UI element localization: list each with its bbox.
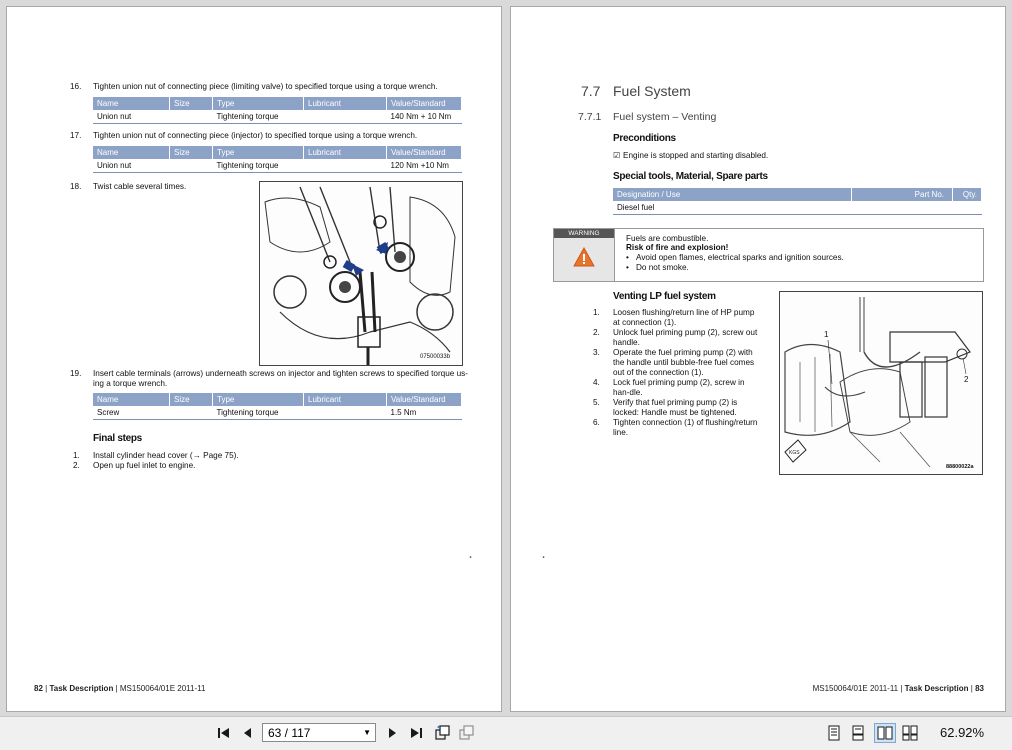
cell: Tightening torque (213, 110, 304, 124)
warning-label: WARNING (554, 229, 614, 238)
two-page-icon (877, 726, 893, 740)
footer-page-number: 82 (34, 684, 43, 693)
previous-page-icon (241, 726, 255, 740)
step-number: 18. (70, 182, 82, 191)
single-page-icon (828, 725, 840, 741)
list-item: 1. Loosen flushing/return line of HP pump at connection (1). (593, 308, 763, 328)
col-type: Type (213, 97, 304, 110)
cell: Union nut (93, 159, 170, 173)
first-page-button[interactable] (214, 723, 234, 743)
next-page-button[interactable] (382, 723, 402, 743)
step-number: 2. (73, 461, 80, 470)
two-page-continuous-button[interactable] (900, 723, 920, 743)
cell: Diesel fuel (613, 201, 852, 215)
step-number: 19. (70, 369, 82, 378)
preconditions-heading: Preconditions (613, 133, 676, 144)
step-text: Install cylinder head cover (→ Page 75). (93, 451, 239, 460)
col-size: Size (170, 393, 213, 406)
step-text: Open up fuel inlet to engine. (93, 461, 196, 470)
injector-drawing (260, 182, 462, 365)
col-value: Value/Standard (387, 97, 462, 110)
checkbox-icon: ☑ (613, 151, 621, 160)
last-page-icon (409, 726, 423, 740)
two-page-view-button[interactable] (874, 723, 896, 743)
zoom-level[interactable]: 62.92% (940, 725, 985, 740)
step-text: Tighten union nut of connecting piece (limiting valve) to specified torque using a torque wrench. (93, 82, 438, 91)
footer-doc: MS150064/01E 2011-11 (812, 684, 899, 693)
col-qty: Qty. (953, 188, 982, 201)
venting-steps-list (593, 308, 763, 438)
col-size: Size (170, 97, 213, 110)
warning-line2: Risk of fire and explosion! (626, 243, 729, 252)
figure-code: 07500033b (420, 354, 451, 360)
cell: Tightening torque (213, 406, 304, 420)
cell (170, 406, 213, 420)
col-part-no: Part No. (852, 188, 953, 201)
warning-bullet: Do not smoke. (636, 263, 689, 272)
step-text: Tighten connection (1) of flushing/return line. (613, 418, 758, 437)
col-lubricant: Lubricant (304, 393, 387, 406)
subsection-title: Fuel system – Venting (613, 111, 717, 123)
continuous-page-icon (851, 725, 865, 741)
injector-figure (259, 181, 463, 366)
cell (304, 110, 387, 124)
col-name: Name (93, 146, 170, 159)
col-type: Type (213, 146, 304, 159)
warning-bullet: Avoid open flames, electrical sparks and ignition sources. (636, 253, 844, 262)
step-text: Unlock fuel priming pump (2), screw out handle. (613, 328, 758, 347)
venting-heading: Venting LP fuel system (613, 291, 716, 302)
col-designation: Designation / Use (613, 188, 852, 201)
cell (170, 159, 213, 173)
cell (304, 406, 387, 420)
step-number: 1. (73, 451, 80, 460)
list-item: 3. Operate the fuel priming pump (2) with the handle until bubble-free fuel comes out of the connection (1). (593, 348, 763, 378)
step-number: 17. (70, 131, 82, 140)
callout-2: 2 (964, 375, 969, 384)
figure-code: 88800022a (946, 464, 974, 470)
col-type: Type (213, 393, 304, 406)
cell (170, 110, 213, 124)
step-text: Twist cable several times. (93, 182, 187, 191)
tools-table (613, 188, 982, 215)
cell (304, 159, 387, 173)
viewer-toolbar (0, 716, 1012, 750)
fuel-pump-figure (779, 291, 983, 475)
cell: 1.5 Nm (387, 406, 462, 420)
warning-box (553, 228, 984, 282)
two-page-continuous-icon (902, 725, 918, 741)
svg-text:KGS: KGS (789, 450, 800, 456)
step-text: Lock fuel priming pump (2), screw in han-dle. (613, 378, 745, 397)
cell: Tightening torque (213, 159, 304, 173)
step-text: Loosen flushing/return line of HP pump at connection (1). (613, 308, 755, 327)
cell (852, 201, 953, 215)
footer-section: Task Description (904, 684, 969, 693)
tools-heading: Special tools, Material, Spare parts (613, 171, 768, 182)
section-title: Fuel System (613, 83, 691, 99)
spec-table-19 (93, 393, 462, 420)
last-page-button[interactable] (406, 723, 426, 743)
final-steps-heading: Final steps (93, 433, 142, 444)
footer-section: Task Description (49, 684, 114, 693)
single-page-view-button[interactable] (824, 723, 844, 743)
col-lubricant: Lubricant (304, 146, 387, 159)
cell (953, 201, 982, 215)
go-forward-view-icon (458, 725, 474, 741)
side-code: ● (468, 555, 473, 560)
col-size: Size (170, 146, 213, 159)
page-83 (510, 6, 1006, 712)
next-page-icon (385, 726, 399, 740)
col-name: Name (93, 97, 170, 110)
page-footer: 82 | Task Description | MS150064/01E 2011-11 (34, 684, 206, 693)
cell: 120 Nm +10 Nm (387, 159, 462, 173)
step-text: Operate the fuel priming pump (2) with the handle until bubble-free fuel comes out of the connection (1). (613, 348, 755, 377)
list-item: 2. Unlock fuel priming pump (2), screw out handle. (593, 328, 763, 348)
page-footer: MS150064/01E 2011-11 | Task Description | 83 (812, 684, 984, 693)
list-item: 4. Lock fuel priming pump (2), screw in han-dle. (593, 378, 763, 398)
subsection-number: 7.7.1 (578, 111, 602, 123)
go-back-view-icon (434, 725, 450, 741)
page-number-select[interactable] (262, 723, 376, 742)
page-indicator: 63 / 117 (268, 725, 311, 740)
spec-table-16 (93, 97, 462, 124)
cell: Screw (93, 406, 170, 420)
previous-page-button[interactable] (238, 723, 258, 743)
step-text: Verify that fuel priming pump (2) is locked: Handle must be tightened. (613, 398, 738, 417)
footer-doc: MS150064/01E 2011-11 (119, 684, 206, 693)
step-text: Tighten union nut of connecting piece (injector) to specified torque using a torque wrench. (93, 131, 418, 140)
continuous-view-button[interactable] (848, 723, 868, 743)
step-text: Insert cable terminals (arrows) underneath screws on injector and tighten screws to specified torque us- (93, 369, 468, 378)
footer-page-number: 83 (975, 684, 984, 693)
first-page-icon (217, 726, 231, 740)
col-value: Value/Standard (387, 393, 462, 406)
warning-icon-panel (554, 229, 615, 281)
side-code: ● (541, 555, 546, 560)
list-item: 6. Tighten connection (1) of flushing/return line. (593, 418, 763, 438)
precondition-text: Engine is stopped and starting disabled. (623, 151, 769, 160)
col-value: Value/Standard (387, 146, 462, 159)
spec-table-17 (93, 146, 462, 173)
bullet-icon: • (626, 263, 629, 272)
col-lubricant: Lubricant (304, 97, 387, 110)
chevron-down-icon: ▼ (363, 728, 371, 737)
go-back-button[interactable] (432, 723, 452, 743)
warning-triangle-icon (573, 247, 595, 267)
go-forward-button[interactable] (456, 723, 476, 743)
step-number: 16. (70, 82, 82, 91)
fuel-pump-drawing (780, 292, 982, 474)
callout-1: 1 (824, 330, 829, 339)
bullet-icon: • (626, 253, 629, 262)
warning-line1: Fuels are combustible. (626, 234, 709, 243)
col-name: Name (93, 393, 170, 406)
list-item: 5. Verify that fuel priming pump (2) is locked: Handle must be tightened. (593, 398, 763, 418)
cell: 140 Nm + 10 Nm (387, 110, 462, 124)
page-82 (6, 6, 502, 712)
cell: Union nut (93, 110, 170, 124)
step-text-cont: ing a torque wrench. (93, 379, 168, 388)
section-number: 7.7 (581, 83, 601, 99)
